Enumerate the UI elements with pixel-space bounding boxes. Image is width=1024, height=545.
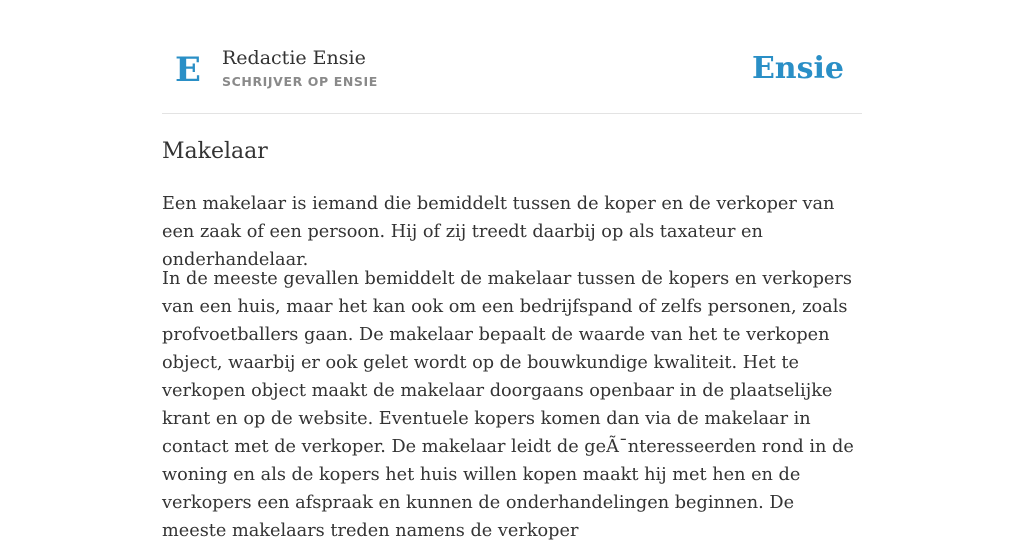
author-logo[interactable]: E <box>175 50 201 90</box>
article-paragraph: Een makelaar is iemand die bemiddelt tussen de koper en de verkoper van een zaak of een persoon. Hij of zij treedt daarbij op als taxateur en onderhandelaar. <box>162 194 835 270</box>
content-column <box>162 0 862 541</box>
author-name[interactable]: Redactie Ensie <box>222 47 366 69</box>
author-role: SCHRIJVER OP ENSIE <box>222 74 378 89</box>
author-header <box>162 0 862 114</box>
article-title: Makelaar <box>162 139 268 164</box>
article-paragraph: In de meeste gevallen bemiddelt de makelaar tussen de kopers en verkopers van een huis, maar het kan ook om een bedrijfspand of zelfs personen, zoals profvoetballers gaan. De makelaar bepaalt de waarde van het te verkopen object, waarbij er ook gelet wordt op de bouwkundige kwaliteit. Het te verkopen object maakt de makelaar doorgaans openbaar in de plaatselijke krant en op de website. Eventuele kopers komen dan via de makelaar in contact met de verkoper. De makelaar leidt de geÃ¯nteresseerden rond in de woning en als de kopers het huis willen kopen maakt hij met hen en de verkopers een afspraak en kunnen de onderhandelingen beginnen. De meeste makelaars treden namens de verkoper <box>162 269 854 541</box>
brand-logo[interactable]: Ensie <box>751 51 844 86</box>
